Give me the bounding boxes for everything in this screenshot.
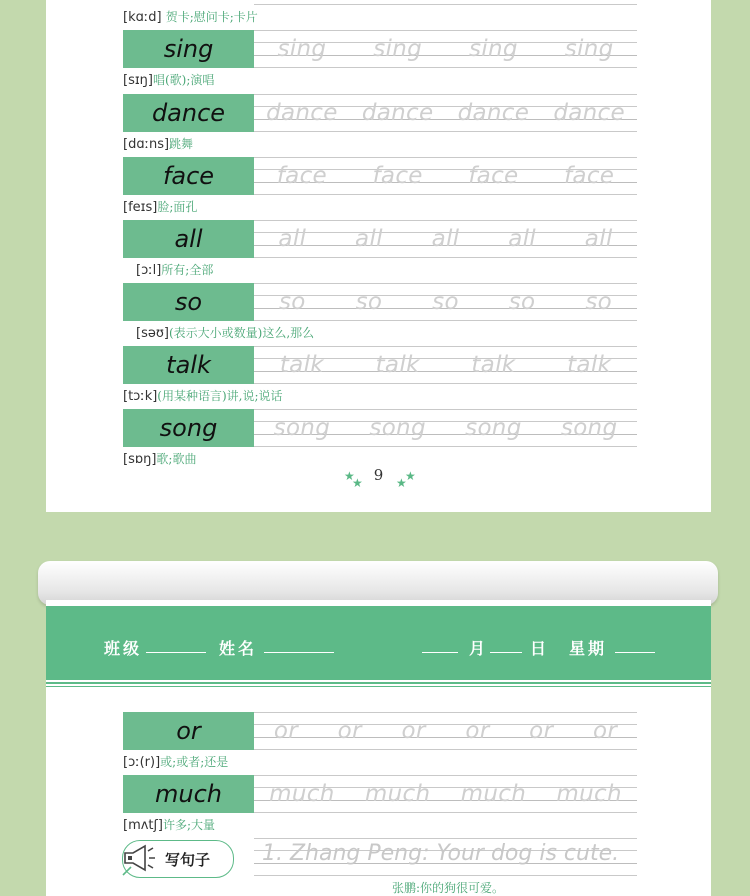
trace-word: talk: [279, 352, 324, 378]
trace-word: face: [468, 163, 519, 189]
meaning-text: 贺卡;慰问卡;卡片: [165, 10, 258, 24]
day-blank[interactable]: [490, 652, 522, 653]
meaning-text: 或;或者;还是: [160, 755, 229, 769]
megaphone-icon: [119, 839, 159, 879]
header-stripe: [46, 686, 711, 687]
trace-words: [254, 220, 637, 258]
trace-word: much: [556, 781, 622, 807]
meaning-text: 跳舞: [169, 137, 194, 151]
meaning-text: 歌;歌曲: [156, 452, 197, 466]
trace-word: face: [372, 163, 423, 189]
sentence-translation: 张鹏:你的狗很可爱。: [392, 881, 505, 895]
trace-words: [254, 346, 637, 384]
word-label: much: [123, 775, 254, 813]
trace-word: talk: [375, 352, 420, 378]
sentence-writing-row[interactable]: [254, 838, 637, 876]
sentence-trace-text: 1. Zhang Peng: Your dog is cute.: [262, 841, 620, 866]
meaning-text: 许多;大量: [162, 818, 216, 832]
word-row-so: [123, 283, 637, 321]
page-header-band: [46, 606, 711, 678]
notebook-binding-tab: [38, 561, 718, 605]
word-row-or: [123, 712, 637, 750]
trace-words: [254, 712, 637, 750]
word-label: face: [123, 157, 254, 195]
trace-word: song: [465, 415, 522, 441]
phonetic-line-dance: [123, 135, 193, 157]
word-label: talk: [123, 346, 254, 384]
phonetic-line-so: [136, 324, 314, 346]
phonetic-text: [səʊ]: [136, 326, 169, 341]
trace-words: [254, 157, 637, 195]
word-row-sing: [123, 30, 637, 68]
trace-words: [254, 775, 637, 813]
trace-words: [254, 283, 637, 321]
guide-line: [254, 4, 637, 5]
weekday-label: 星期: [569, 639, 608, 658]
trace-word: all: [431, 226, 460, 252]
trace-word: so: [355, 289, 383, 315]
star-icon: ★: [352, 476, 363, 490]
day-label: 日: [530, 639, 550, 658]
word-label: or: [123, 712, 254, 750]
trace-word: so: [585, 289, 612, 315]
star-icon: ★: [405, 469, 416, 483]
word-row-much: [123, 775, 637, 813]
meaning-text: 所有;全部: [161, 263, 214, 277]
trace-word: all: [355, 226, 383, 252]
trace-word: so: [508, 289, 536, 315]
phonetic-text: [feɪs]: [123, 200, 158, 215]
star-icon: ★: [344, 469, 355, 483]
word-row-dance: [123, 94, 637, 132]
meaning-text: (表示大小或数量)这么,那么: [168, 326, 315, 340]
class-label: 班级: [104, 639, 143, 658]
word-label: all: [123, 220, 254, 258]
star-icon: ★: [396, 476, 407, 490]
trace-word: dance: [553, 100, 625, 126]
workbook-page-top: [46, 0, 711, 512]
trace-word: sing: [469, 36, 518, 62]
trace-word: all: [278, 226, 307, 252]
trace-word: so: [278, 289, 306, 315]
phonetic-line-much: [123, 816, 215, 838]
write-sentence-label: 写句子: [165, 851, 211, 869]
word-label: so: [123, 283, 254, 321]
trace-word: sing: [564, 36, 614, 62]
word-label: dance: [123, 94, 254, 132]
phonetic-text: [mʌtʃ]: [123, 818, 163, 833]
write-sentence-badge: [122, 840, 234, 878]
trace-word: all: [584, 226, 613, 252]
word-row-song: [123, 409, 637, 447]
trace-word: much: [460, 781, 527, 807]
header-stripe: [46, 682, 711, 684]
phonetic-line-face: [123, 198, 197, 220]
trace-word: face: [276, 163, 327, 189]
trace-word: song: [273, 415, 331, 441]
trace-word: or: [529, 718, 554, 744]
trace-word: dance: [361, 100, 434, 126]
meaning-text: (用某种语言)讲,说;说话: [157, 389, 283, 403]
page-number-footer: [46, 466, 711, 490]
phonetic-text: [sɒŋ]: [123, 452, 157, 467]
class-blank[interactable]: [146, 652, 206, 653]
word-row-talk: [123, 346, 637, 384]
guide-line: [254, 838, 637, 839]
trace-word: or: [592, 718, 618, 744]
trace-word: much: [269, 781, 335, 807]
word-label: sing: [123, 30, 254, 68]
trace-word: so: [432, 289, 459, 315]
meaning-text: 脸;面孔: [157, 200, 198, 214]
phonetic-text: [dɑːns]: [123, 137, 170, 152]
trace-words: [254, 30, 637, 68]
trace-word: talk: [567, 352, 612, 378]
month-blank[interactable]: [422, 652, 458, 653]
guide-line: [254, 875, 637, 876]
phonetic-line-talk: [123, 387, 283, 409]
word-row-face: [123, 157, 637, 195]
trace-word: talk: [471, 352, 516, 378]
trace-word: dance: [266, 100, 338, 126]
trace-word: song: [369, 415, 426, 441]
phonetic-text: [kɑːd]: [123, 10, 162, 25]
name-blank[interactable]: [264, 652, 334, 653]
phonetic-text: [ɔː(r)]: [123, 755, 161, 770]
header-stripe: [46, 678, 711, 680]
trace-word: sing: [277, 36, 327, 62]
trace-word: much: [364, 781, 431, 807]
trace-word: or: [273, 718, 298, 744]
month-label: 月: [469, 639, 489, 658]
trace-words: [254, 409, 637, 447]
trace-word: dance: [457, 100, 530, 126]
word-row-all: [123, 220, 637, 258]
trace-word: or: [465, 718, 490, 744]
trace-word: face: [564, 163, 615, 189]
name-label: 姓名: [219, 639, 258, 658]
phonetic-line-sing: [123, 71, 214, 93]
trace-word: or: [337, 718, 362, 744]
trace-word: or: [401, 718, 426, 744]
trace-words: [254, 94, 637, 132]
phonetic-text: [ɔːl]: [136, 263, 162, 278]
page-number: 9: [373, 466, 384, 484]
meaning-text: 唱(歌);演唱: [153, 73, 215, 87]
trace-word: all: [508, 226, 536, 252]
phonetic-text: [sɪŋ]: [123, 73, 153, 88]
word-label: song: [123, 409, 254, 447]
phonetic-line-card: [123, 8, 258, 30]
phonetic-text: [tɔːk]: [123, 389, 158, 404]
weekday-blank[interactable]: [615, 652, 655, 653]
trace-word: sing: [373, 36, 422, 62]
phonetic-line-or: [123, 753, 228, 775]
phonetic-line-all: [136, 261, 213, 283]
trace-word: song: [560, 415, 618, 441]
